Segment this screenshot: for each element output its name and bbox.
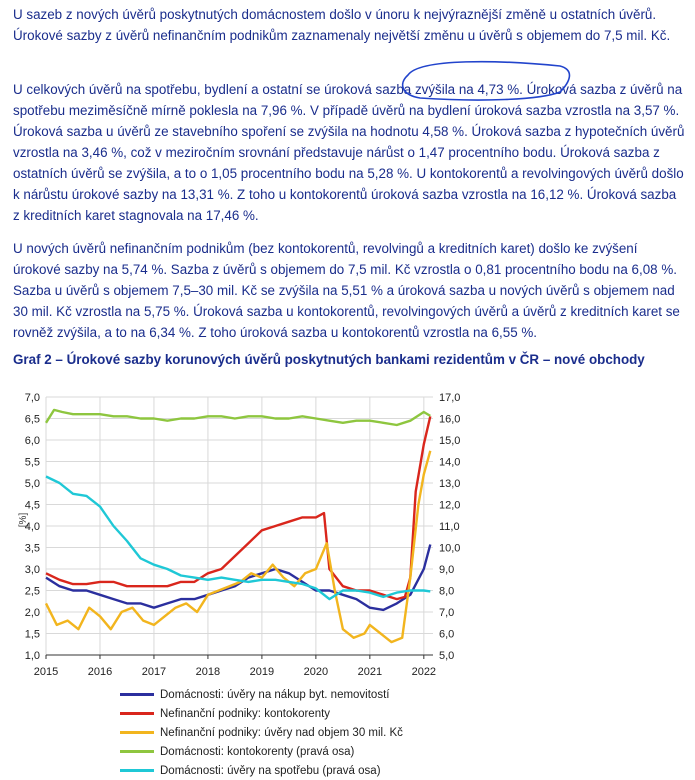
x-tick-label: 2021 <box>357 666 383 678</box>
y-tick-label-left: 4,0 <box>24 521 40 533</box>
y-tick-label-right: 5,0 <box>439 650 455 662</box>
y-tick-label-left: 3,0 <box>24 564 40 576</box>
x-tick-label: 2022 <box>411 666 437 678</box>
y-tick-label-right: 6,0 <box>439 628 455 641</box>
y-tick-label-right: 11,0 <box>439 521 460 533</box>
legend-swatch <box>120 769 154 772</box>
legend-label: Domácnosti: kontokorenty (pravá osa) <box>160 745 355 758</box>
series-line-1 <box>46 416 430 599</box>
x-tick-label: 2019 <box>249 666 275 678</box>
legend-label: Domácnosti: úvěry na spotřebu (pravá osa) <box>160 764 381 777</box>
y-tick-label-right: 17,0 <box>439 392 461 404</box>
paragraph-1: U sazeb z nových úvěrů poskytnutých domácnostem došlo v únoru k nejvýraznější změně u ostatních úvěrů. Úrokové sazby z úvěrů nefinančním podnikům zaznamenaly největší změnu u úvěrů s objemem do 7,5 mil. Kč. <box>13 7 671 43</box>
legend-item <box>120 761 403 780</box>
x-tick-label: 2017 <box>141 666 167 678</box>
y-tick-label-left: 7,0 <box>24 392 40 404</box>
chart-title: Graf 2 – Úrokové sazby korunových úvěrů poskytnutých bankami rezidentům v ČR – nové obchody <box>13 352 645 367</box>
y-tick-label-right: 10,0 <box>439 542 461 555</box>
y-tick-label-right: 8,0 <box>439 585 455 598</box>
legend-label: Nefinanční podniky: kontokorenty <box>160 707 331 720</box>
grid-lines <box>46 397 433 655</box>
legend-item <box>120 704 403 723</box>
legend-item <box>120 685 403 704</box>
y-tick-label-right: 14,0 <box>439 456 461 469</box>
y-tick-label-left: 6,0 <box>24 435 40 447</box>
y-tick-label-right: 13,0 <box>439 478 461 490</box>
legend-swatch <box>120 731 154 734</box>
y-tick-label-right: 16,0 <box>439 413 461 426</box>
y-tick-label-right: 9,0 <box>439 564 455 576</box>
legend-swatch <box>120 750 154 753</box>
legend-label: Nefinanční podniky: úvěry nad objem 30 mil. Kč <box>160 726 403 739</box>
chart-legend <box>120 685 403 780</box>
y-tick-label-right: 12,0 <box>439 499 461 512</box>
y-tick-label-right: 7,0 <box>439 607 455 619</box>
y-tick-label-left: 4,5 <box>24 499 40 512</box>
legend-swatch <box>120 693 154 696</box>
x-tick-label: 2016 <box>87 666 113 678</box>
y-tick-label-left: 2,5 <box>24 585 40 598</box>
series-line-2 <box>46 451 430 642</box>
y-tick-label-left: 2,0 <box>24 607 40 619</box>
x-tick-label: 2018 <box>195 666 221 678</box>
axes <box>25 392 461 678</box>
x-tick-label: 2015 <box>33 666 59 678</box>
y-tick-label-left: 6,5 <box>24 413 40 426</box>
paragraph-3: U nových úvěrů nefinančním podnikům (bez kontokorentů, revolvingů a kreditních karet) došlo ke zvýšení úrokové sazby na 5,74 %. Sazba z úvěrů s objemem do 7,5 mil. Kč vzrostla o 0,81 procentního bodu na 6,08 %. Sazba u úvěrů s objemem 7,5–30 mil. Kč se zvýšila na 5,51 % a úroková sazba u nových úvěrů s objemem nad 30 mil. Kč vzrostla na 5,75 %. Úroková sazba u kontokorentů, revolvingových úvěrů a úvěrů z kreditních karet se rovněž zvýšila, a to na 6,34 %. Z toho úroková sazba u kontokorentů vzrostla na 6,55 %. <box>13 241 680 340</box>
y-tick-label-left: 5,0 <box>24 478 40 490</box>
x-tick-label: 2020 <box>303 666 329 678</box>
y-tick-label-left: 5,5 <box>24 456 40 469</box>
y-tick-label-right: 15,0 <box>439 435 461 447</box>
y-tick-label-left: 3,5 <box>24 542 40 555</box>
line-chart <box>0 385 695 685</box>
legend-item <box>120 723 403 742</box>
y-tick-label-left: 1,5 <box>24 628 40 641</box>
legend-label: Domácnosti: úvěry na nákup byt. nemovitostí <box>160 688 390 701</box>
series-line-3 <box>46 410 430 425</box>
legend-item <box>120 742 403 761</box>
legend-swatch <box>120 712 154 715</box>
paragraph-2: U celkových úvěrů na spotřebu, bydlení a ostatní se úroková sazba zvýšila na 4,73 %. Úroková sazba z úvěrů na spotřebu meziměsíčně mírně poklesla na 7,96 %. V případě úvěrů na bydlení úroková sazba vzrostla na 3,57 %. Úroková sazba u úvěrů ze stavebního spoření se zvýšila na hodnotu 4,58 %. Úroková sazba z hypotečních úvěrů vzrostla na 3,46 %, což v meziročním srovnání představuje nárůst o 1,47 procentního bodu. Úroková sazba z ostatních úvěrů se zvýšila, a to o 1,05 procentního bodu na 5,28 %. U kontokorentů a revolvingových úvěrů došlo k nárůstu úrokové sazby na 13,31 %. Z toho u kontokorentů úroková sazba vzrostla na 16,12 %. Úroková sazba z kreditních karet stagnovala na 17,46 %. <box>13 82 685 223</box>
y-axis-label: [%] <box>18 512 29 528</box>
y-tick-label-left: 1,0 <box>24 650 40 662</box>
